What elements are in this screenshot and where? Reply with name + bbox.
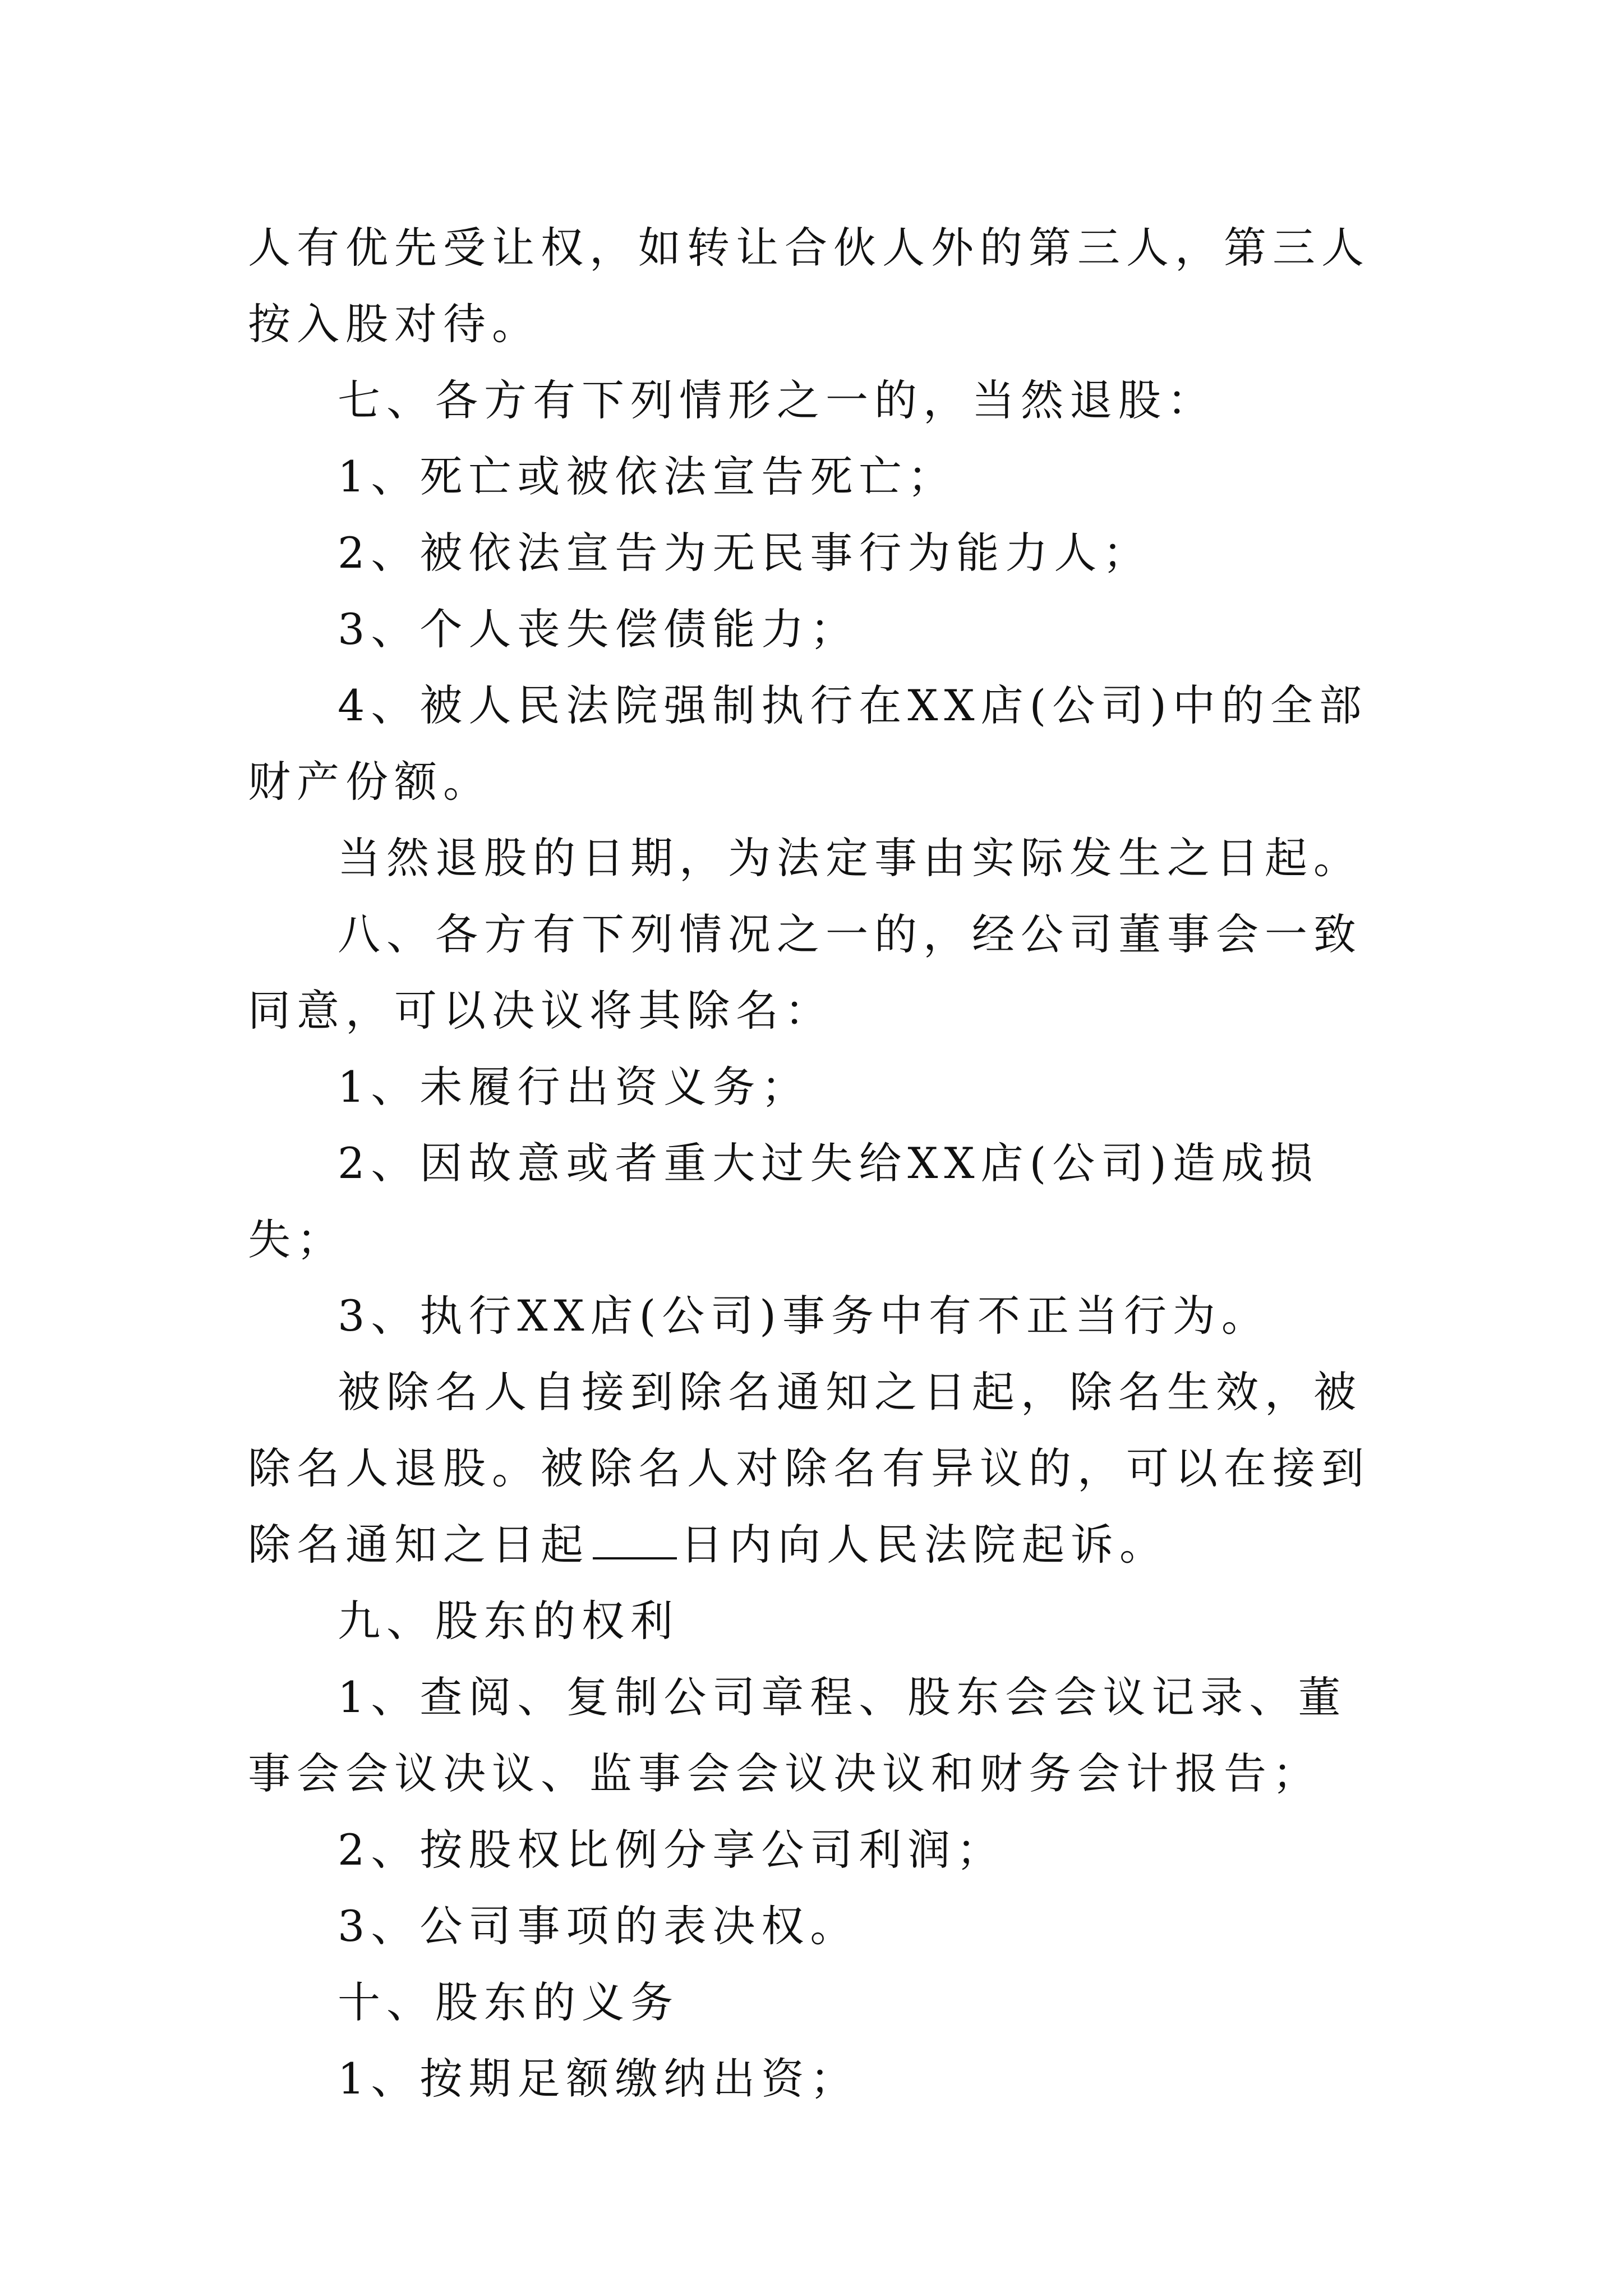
paragraph-transfer-continuation: 人有优先受让权，如转让合伙人外的第三人，第三人按入股对待。 [248, 223, 1370, 349]
list-item: 3、公司事项的表决权。 [338, 1901, 859, 1951]
list-item: 4、被人民法院强制执行在XX店(公司)中的全部财产份额。 [248, 680, 1368, 807]
section-heading-withdrawal: 七、各方有下列情形之一的，当然退股： [338, 375, 1216, 425]
document-body [248, 210, 1392, 2117]
list-item: 1、按期足额缴纳出资； [338, 2054, 859, 2104]
days-blank-field [593, 1524, 677, 1559]
list-item: 1、查阅、复制公司章程、股东会会议记录、董事会会议决议、监事会会议决议和财务会计报告； [248, 1672, 1347, 1798]
section-heading-shareholder-rights: 九、股东的权利 [338, 1596, 679, 1646]
list-item: 2、因故意或者重大过失给XX店(公司)造成损失； [248, 1138, 1319, 1264]
list-item: 2、按股权比例分享公司利润； [338, 1825, 1006, 1875]
paragraph-expulsion-effect [248, 1354, 1392, 1583]
list-item: 3、执行XX店(公司)事务中有不正当行为。 [338, 1291, 1270, 1341]
section-heading-shareholder-obligations: 十、股东的义务 [338, 1977, 679, 2027]
list-item: 2、被依法宣告为无民事行为能力人； [338, 528, 1152, 578]
list-item: 1、未履行出资义务； [338, 1062, 810, 1112]
expulsion-text-after-blank: 日内向人民法院起诉。 [680, 1520, 1168, 1570]
list-item: 1、死亡或被依法宣告死亡； [338, 452, 957, 501]
section-heading-expulsion: 八、各方有下列情况之一的，经公司董事会一致同意，可以决议将其除名： [248, 909, 1362, 1036]
expulsion-text-before-blank: 被除名人自接到除名通知之日起，除名生效，被除名人退股。被除名人对除名有异议的，可以在接到除名通知之日起 [248, 1367, 1370, 1570]
list-item: 3、个人丧失偿债能力； [338, 604, 859, 654]
paragraph-withdrawal-date: 当然退股的日期，为法定事由实际发生之日起。 [338, 833, 1362, 883]
